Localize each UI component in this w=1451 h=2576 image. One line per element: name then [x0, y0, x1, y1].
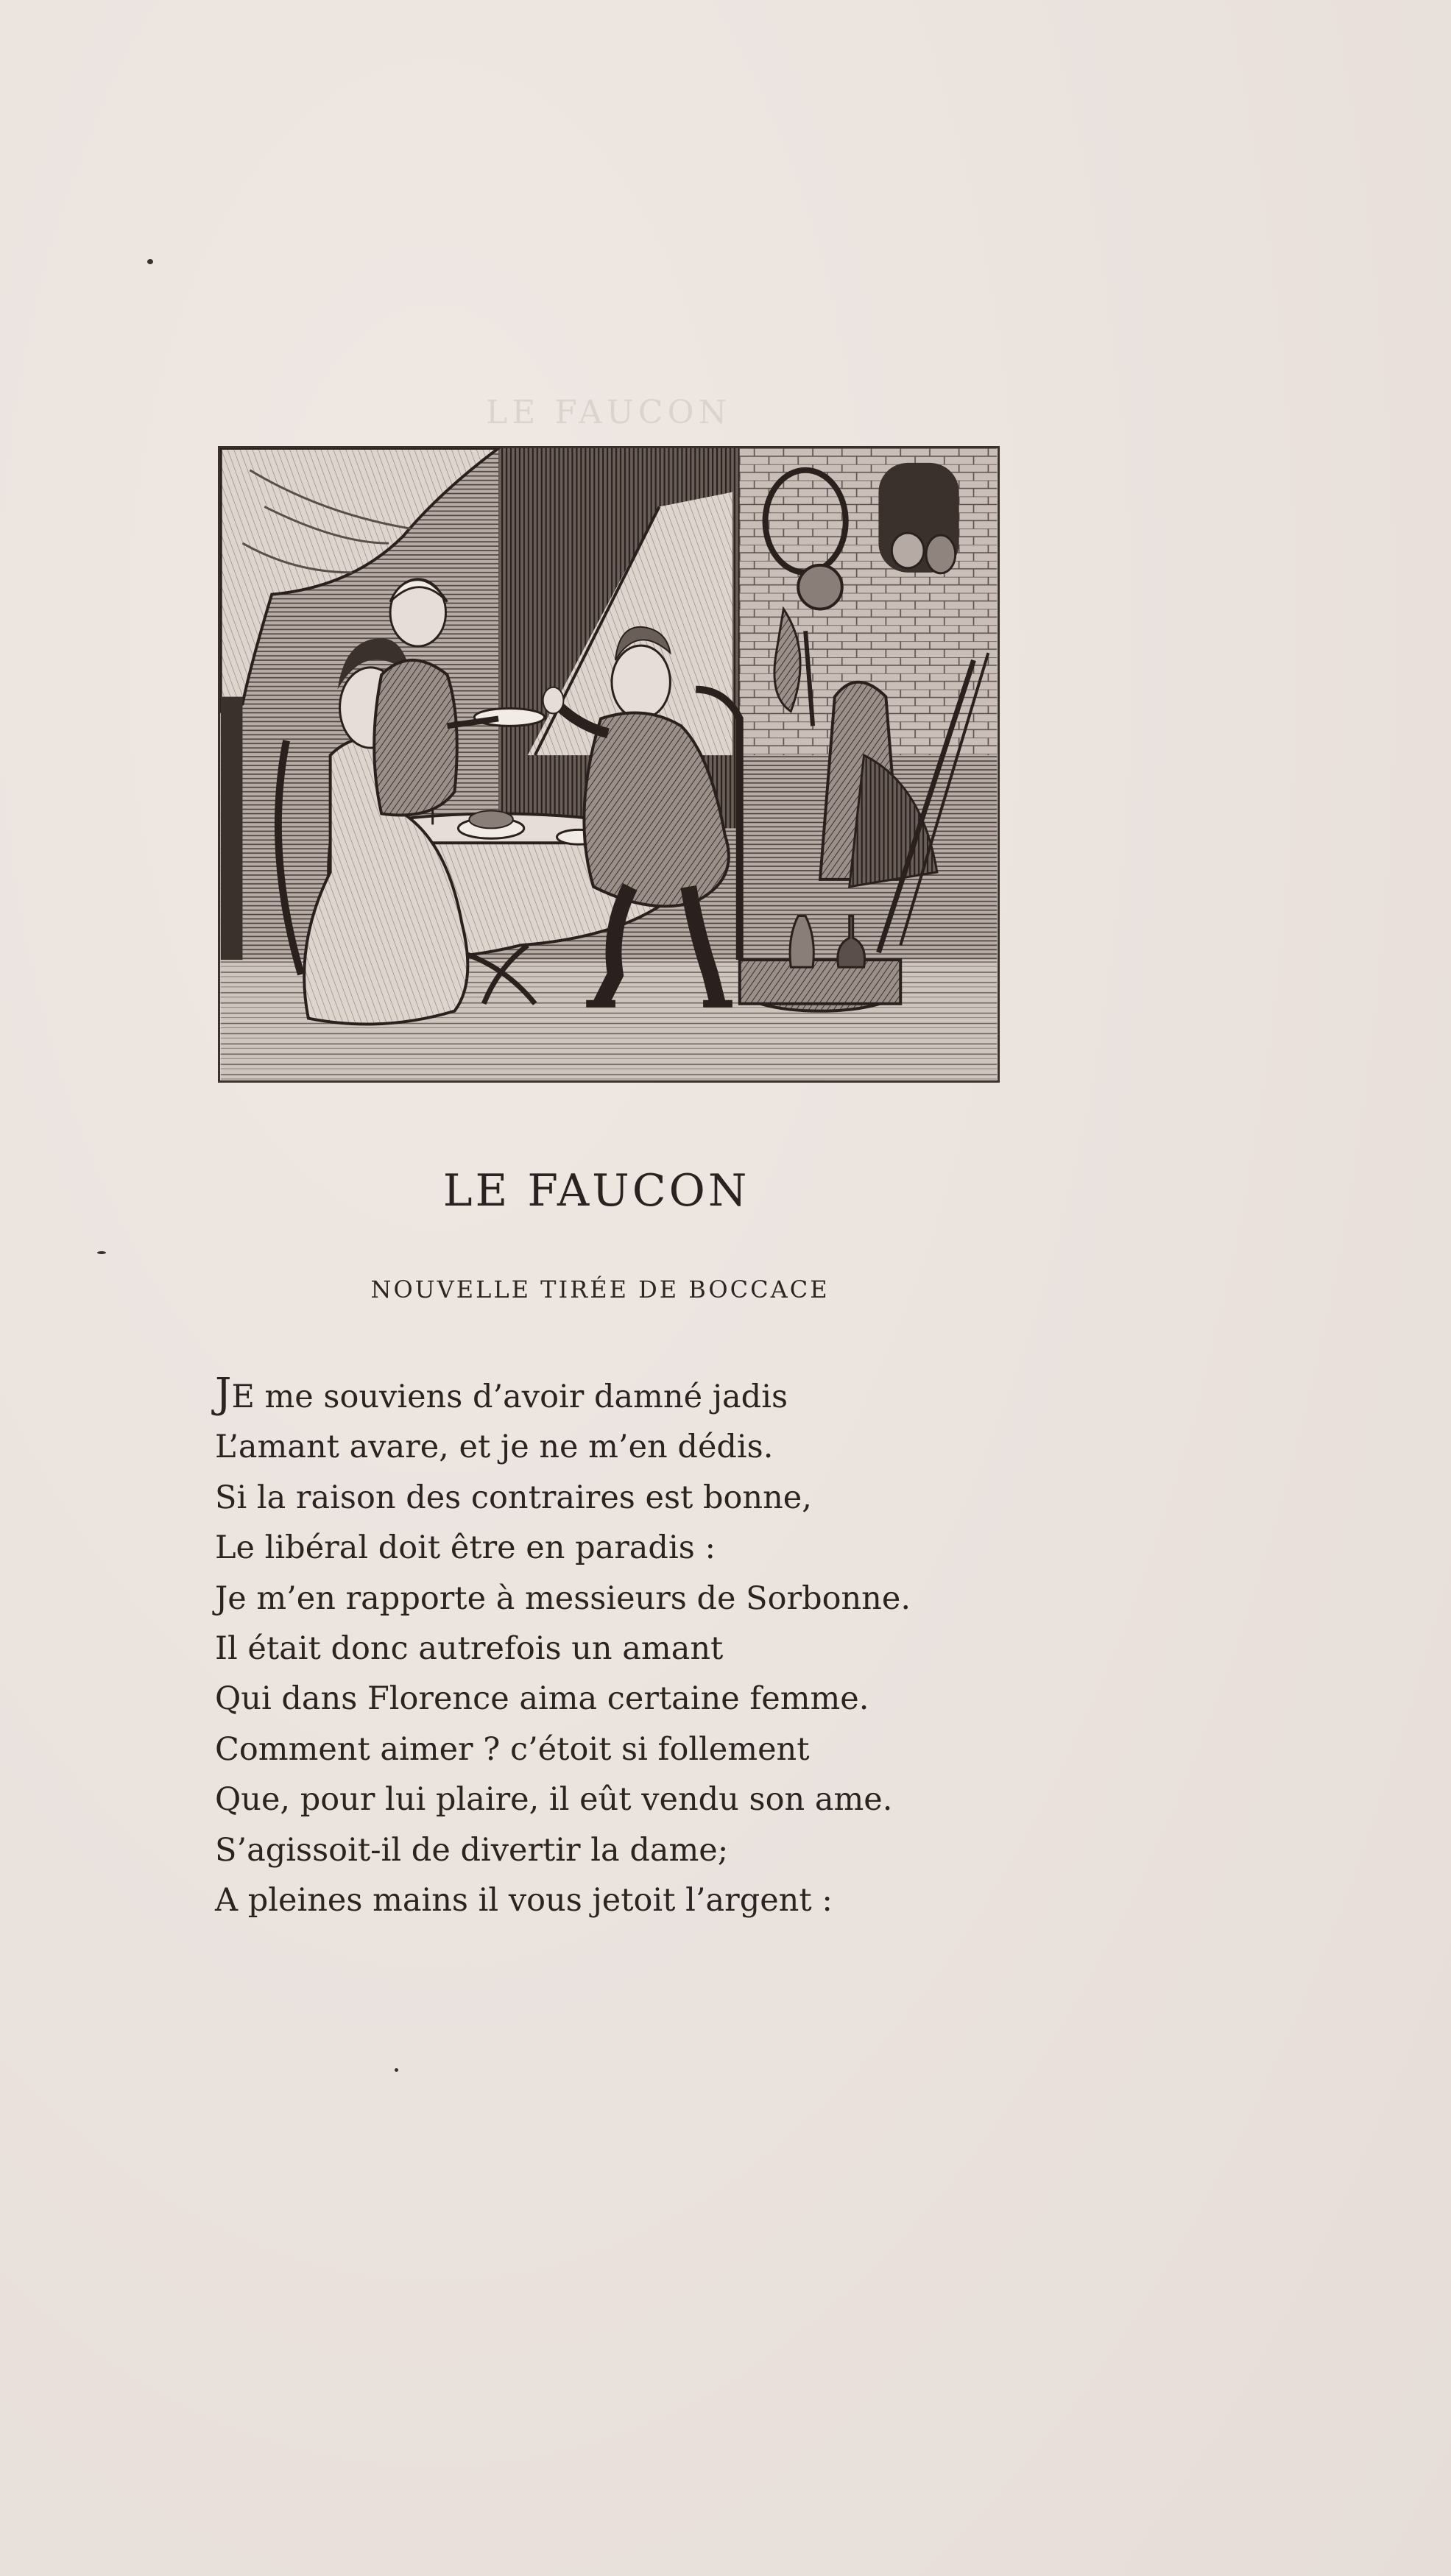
poem-line: Le libéral doit être en paradis :	[215, 1529, 716, 1567]
poem-line: Si la raison des contraires est bonne,	[215, 1479, 812, 1516]
poem-line: Je m’en rapporte à messieurs de Sorbonne.	[215, 1579, 911, 1617]
poem-line: Que, pour lui plaire, il eût vendu son ame.	[215, 1781, 893, 1819]
page-title: LE FAUCON	[442, 1165, 750, 1217]
ink-speck	[395, 2068, 398, 2072]
poem-line: S’agissoit-il de divertir la dame;	[215, 1831, 729, 1869]
ink-speck	[147, 259, 153, 264]
poem-line-1-text: E me souviens d’avoir damné jadis	[231, 1379, 788, 1415]
show-through-heading: LE FAUCON	[486, 394, 732, 431]
page-subtitle: NOUVELLE TIRÉE DE BOCCACE	[370, 1275, 830, 1303]
poem-line-1	[215, 1369, 911, 1422]
ink-speck	[97, 1251, 106, 1254]
drop-cap: J	[215, 1370, 232, 1418]
poem-line: L’amant avare, et je ne m’en dédis.	[215, 1429, 774, 1466]
poem-line: Comment aimer ? c’étoit si follement	[215, 1730, 810, 1768]
poem-line: A pleines mains il vous jetoit l’argent :	[215, 1882, 833, 1919]
poem-line: Qui dans Florence aima certaine femme.	[215, 1680, 869, 1718]
engraving-illustration	[218, 446, 1000, 1083]
dinner-scene-image	[220, 448, 998, 1080]
poem-body	[215, 1369, 911, 1925]
poem-line: Il était donc autrefois un amant	[215, 1630, 724, 1668]
